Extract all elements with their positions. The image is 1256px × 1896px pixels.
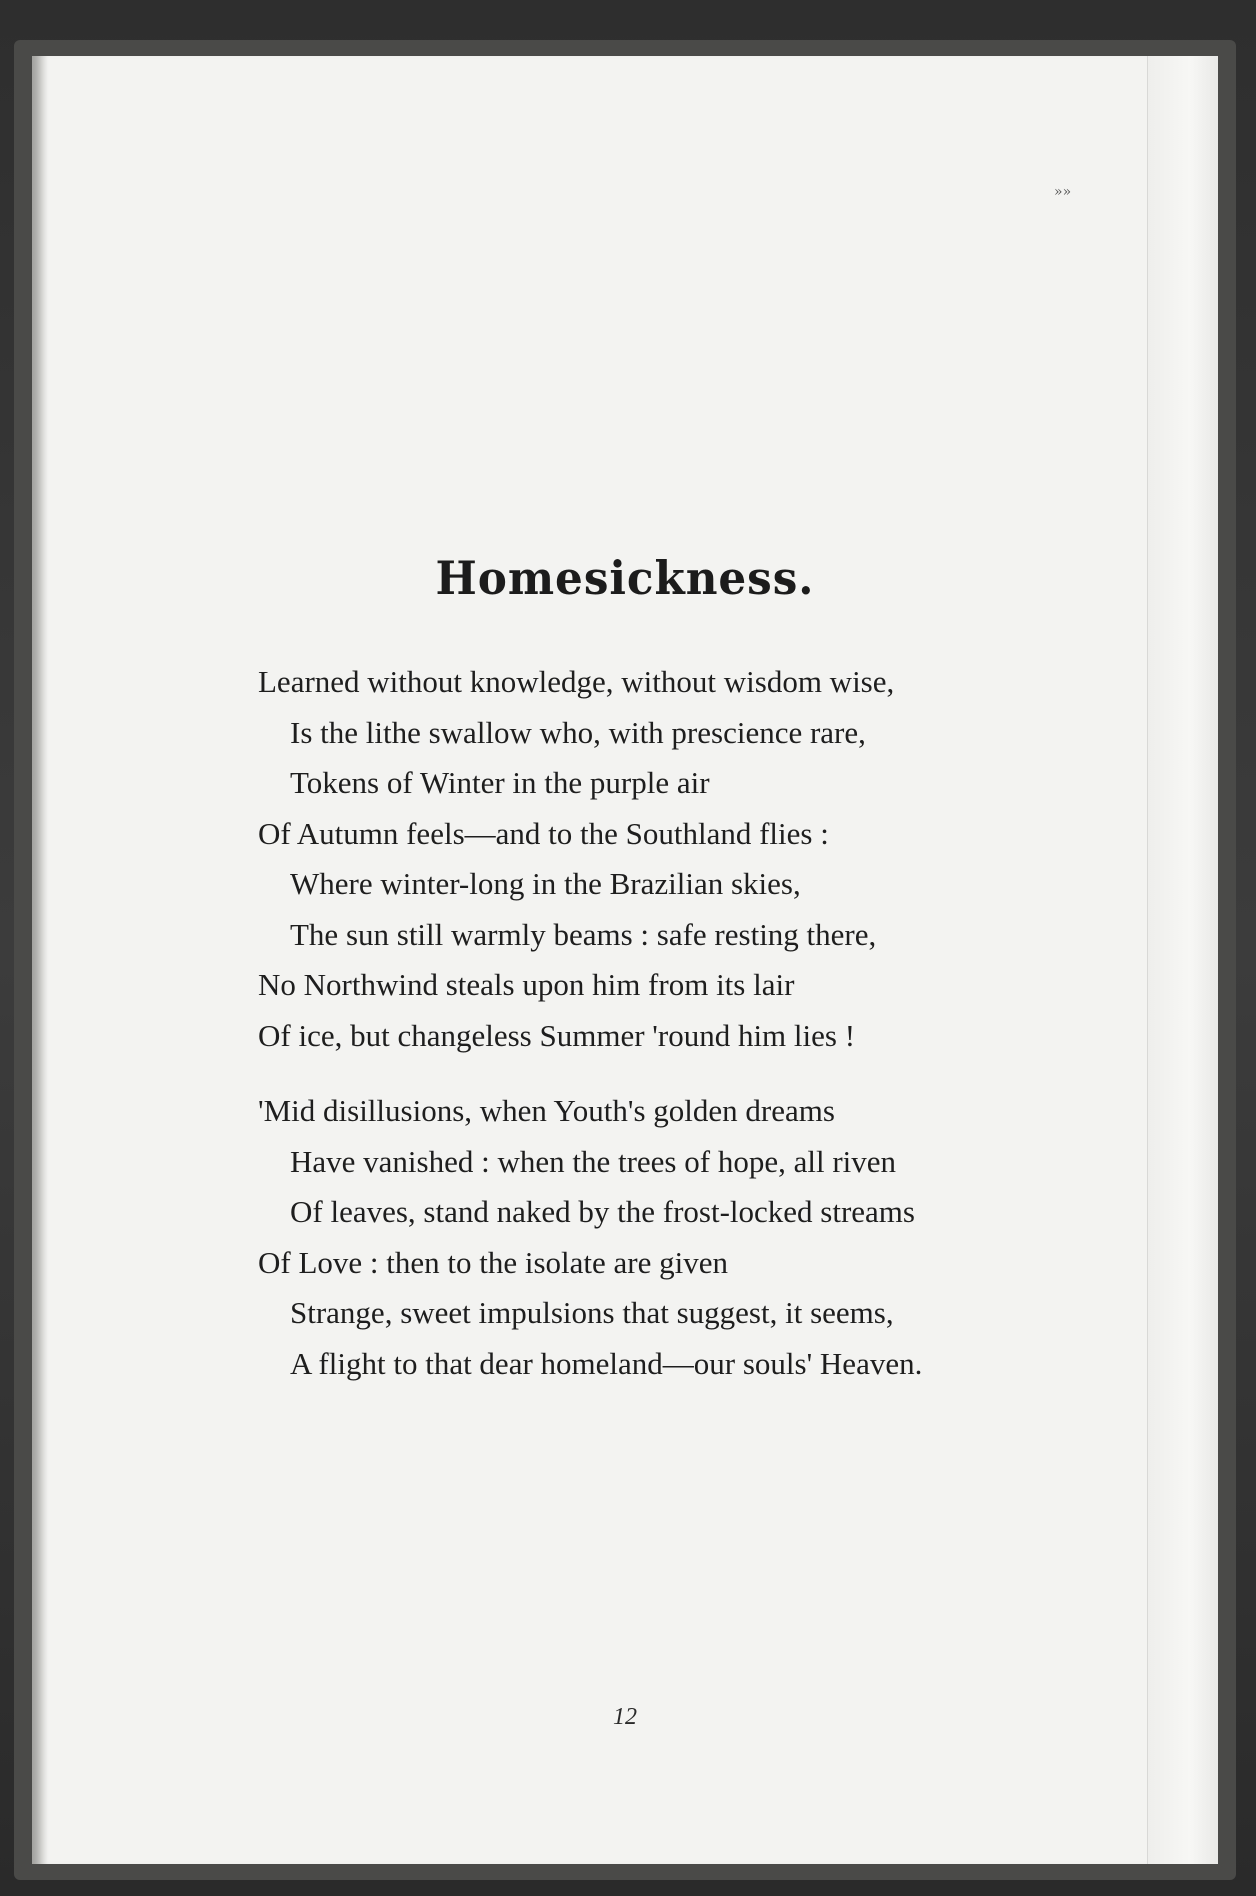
poem-line: Have vanished : when the trees of hope, all riven (290, 1143, 897, 1179)
poem-body (258, 657, 922, 1389)
stanza-2 (258, 1086, 922, 1389)
poem-line: Of ice, but changeless Summer 'round him lies ! (258, 1017, 856, 1053)
corner-mark: »» (1054, 184, 1072, 200)
poem-line: Strange, sweet impulsions that suggest, it seems, (290, 1295, 894, 1330)
poem-line: Is the lithe swallow who, with prescience rare, (290, 714, 866, 750)
poem-line: The sun still warmly beams : safe resting there, (290, 916, 877, 952)
stanza-1 (258, 657, 922, 1061)
poem-line: Where winter-long in the Brazilian skies, (290, 866, 801, 901)
poem-line: 'Mid disillusions, when Youth's golden dreams (258, 1093, 835, 1128)
poem-line: No Northwind steals upon him from its lair (258, 967, 795, 1002)
poem-line: Of Love : then to the isolate are given (258, 1244, 729, 1280)
poem-line: Learned without knowledge, without wisdom wise, (258, 664, 895, 699)
poem-line: Tokens of Winter in the purple air (290, 765, 710, 800)
page-number: 12 (613, 1704, 637, 1730)
poem-title: Homesickness. (435, 551, 815, 605)
book-page (32, 56, 1218, 1864)
spine-shadow (32, 56, 48, 1864)
page-fore-edge (1147, 56, 1218, 1864)
poem-line: A flight to that dear homeland—our souls' Heaven. (290, 1345, 923, 1381)
poem-line: Of leaves, stand naked by the frost-locked streams (290, 1194, 915, 1229)
stanza-gap (258, 1061, 922, 1086)
poem-line: Of Autumn feels—and to the Southland flies : (258, 815, 829, 851)
